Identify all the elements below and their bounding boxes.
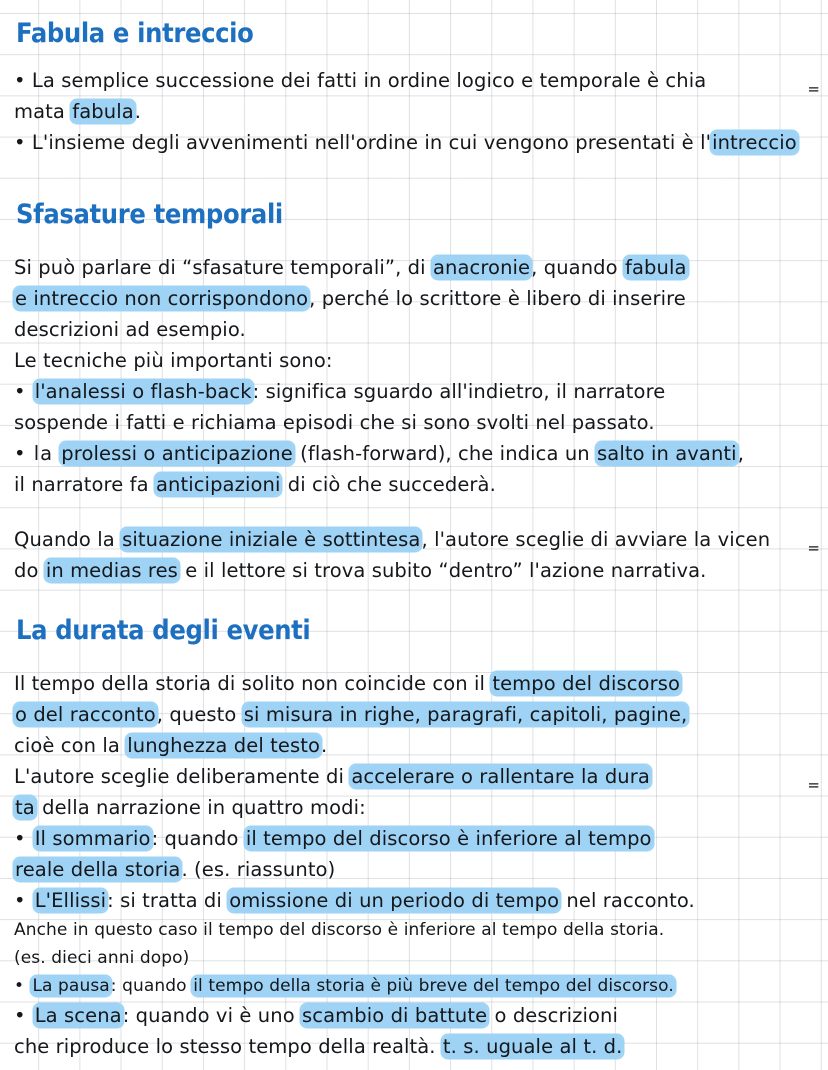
note-text: , l'autore sceglie di avviare la vicen (421, 528, 771, 551)
section-body-sfasature-temporali (14, 252, 818, 586)
note-text: mata (14, 100, 72, 123)
note-text: (es. dieci anni dopo) (14, 948, 190, 968)
note-line (14, 314, 818, 345)
note-line (14, 283, 818, 314)
section-heading-fabula-e-intreccio: Fabula e intreccio (16, 18, 254, 49)
note-line (14, 407, 818, 438)
note-text: L'autore sceglie deliberamente di (14, 765, 351, 788)
spacer (14, 47, 818, 65)
spacer (14, 644, 818, 668)
note-text: , quando (531, 256, 624, 279)
note-line (14, 438, 818, 469)
note-line (14, 1000, 818, 1031)
note-text: Il tempo della storia di solito non coincide con il (14, 672, 492, 695)
note-text: : quando (110, 976, 193, 996)
bullet-marker: • (14, 889, 34, 912)
note-line (14, 792, 818, 823)
spacer (14, 500, 818, 524)
highlight-o-del-racconto: o del racconto (15, 703, 156, 726)
note-text: . (321, 734, 328, 757)
note-text: , (737, 442, 744, 465)
note-text: della narrazione in quattro modi: (35, 796, 366, 819)
highlight-lunghezza-del-testo: lunghezza del testo (127, 734, 321, 757)
notes-content (0, 20, 828, 1062)
note-text: (flash-forward), che indica un (293, 442, 597, 465)
note-text: , perché lo scrittore è libero di inserire (309, 287, 686, 310)
note-line (14, 96, 818, 127)
note-text: Quando la (14, 528, 122, 551)
note-text: : quando vi è uno (122, 1004, 302, 1027)
bullet-marker: • (14, 976, 32, 996)
note-line (14, 127, 818, 158)
note-text: Si può parlare di “sfasature temporali”, di (14, 256, 432, 279)
note-text: di ciò che succederà. (281, 473, 496, 496)
note-line (14, 972, 818, 1000)
highlight-scambio-di-battute: scambio di battute (302, 1004, 488, 1027)
note-line (14, 555, 818, 586)
note-line (14, 699, 818, 730)
note-line (14, 252, 818, 283)
highlight-reale-della-storia: reale della storia (15, 858, 181, 881)
note-text: : si tratta di (107, 889, 229, 912)
highlight-omissione-periodo-tempo: omissione di un periodo di tempo (229, 889, 560, 912)
note-text: descrizioni ad esempio. (14, 318, 246, 341)
highlight-anticipazioni: anticipazioni (155, 473, 281, 496)
highlight-analessi-flashback: l'analessi o flash-back (34, 380, 252, 403)
note-text: o descrizioni (488, 1004, 618, 1027)
highlight-anacronie: anacronie (432, 256, 531, 279)
note-line (14, 469, 818, 500)
bullet-marker: • la (14, 442, 61, 465)
bullet-marker: • (14, 827, 34, 850)
note-line (14, 761, 818, 792)
note-line (14, 376, 818, 407)
note-text: Anche in questo caso il tempo del discorso è inferiore al tempo della storia. (14, 920, 665, 940)
highlight-in-medias-res: in medias res (45, 559, 178, 582)
section-heading-sfasature-temporali: Sfasature temporali (16, 199, 283, 230)
highlight-fabula: fabula (625, 256, 687, 279)
highlight-la-scena: La scena (34, 1004, 122, 1027)
note-text: cioè con la (14, 734, 127, 757)
note-line (14, 885, 818, 916)
note-text: : significa sguardo all'indietro, il narratore (252, 380, 666, 403)
highlight-salto-in-avanti: salto in avanti (597, 442, 737, 465)
note-text: do (14, 559, 45, 582)
section-body-la-durata-degli-eventi (14, 668, 818, 1062)
spacer (14, 228, 818, 252)
note-text: • La semplice successione dei fatti in ordine logico e temporale è chia (14, 69, 707, 92)
note-line (14, 854, 818, 885)
highlight-situazione-iniziale-sottintesa: situazione iniziale è sottintesa (122, 528, 421, 551)
highlight-tempo-storia-piu-breve: il tempo della storia è più breve del tempo del discorso. (193, 976, 674, 996)
wrap-continuation-mark: = (807, 776, 820, 794)
note-text: • L'insieme degli avvenimenti nell'ordine in cui vengono presentati è l' (14, 131, 712, 154)
highlight-intreccio-non-corrispondono: e intreccio non corrispondono (15, 287, 309, 310)
note-text: il narratore fa (14, 473, 155, 496)
note-text: sospende i fatti e richiama episodi che si sono svolti nel passato. (14, 411, 655, 434)
note-line (14, 345, 818, 376)
note-line (14, 730, 818, 761)
note-line (14, 524, 818, 555)
highlight-si-misura-in-righe: si misura in righe, paragrafi, capitoli, pagine, (243, 703, 688, 726)
note-line (14, 1031, 818, 1062)
highlight-accelerare-rallentare: accelerare o rallentare la dura (351, 765, 650, 788)
highlight-l-ellissi: L'Ellissi (34, 889, 107, 912)
bullet-marker: • (14, 1004, 34, 1027)
note-text: . (134, 100, 142, 123)
note-line (14, 916, 818, 944)
note-text: Le tecniche più importanti sono: (14, 349, 333, 372)
wrap-continuation-mark: = (807, 539, 820, 557)
highlight-la-pausa: La pausa (32, 976, 110, 996)
section-heading-la-durata-degli-eventi: La durata degli eventi (16, 615, 311, 646)
highlight-tempo-del-discorso: tempo del discorso (492, 672, 680, 695)
section-body-fabula-e-intreccio (14, 65, 818, 158)
note-line (14, 668, 818, 699)
highlight-fabula: fabula (72, 100, 134, 123)
highlight-tempo-discorso-inferiore: il tempo del discorso è inferiore al tempo (245, 827, 652, 850)
bullet-marker: • (14, 380, 34, 403)
note-text: nel racconto. (560, 889, 695, 912)
note-text: , questo (156, 703, 243, 726)
note-line (14, 823, 818, 854)
note-text: che riproduce lo stesso tempo della realtà. (14, 1035, 442, 1058)
note-line (14, 65, 818, 96)
highlight-ts-uguale-al-td: t. s. uguale al t. d. (442, 1035, 623, 1058)
highlight-prolessi-anticipazione: prolessi o anticipazione (61, 442, 293, 465)
highlight-ta: ta (15, 796, 35, 819)
note-text: e il lettore si trova subito “dentro” l'azione narrativa. (178, 559, 707, 582)
highlight-il-sommario: Il sommario (34, 827, 151, 850)
note-text: . (es. riassunto) (181, 858, 336, 881)
wrap-continuation-mark: = (807, 80, 820, 98)
note-text: : quando (151, 827, 245, 850)
note-line (14, 944, 818, 972)
highlight-intreccio: intreccio (712, 131, 797, 154)
